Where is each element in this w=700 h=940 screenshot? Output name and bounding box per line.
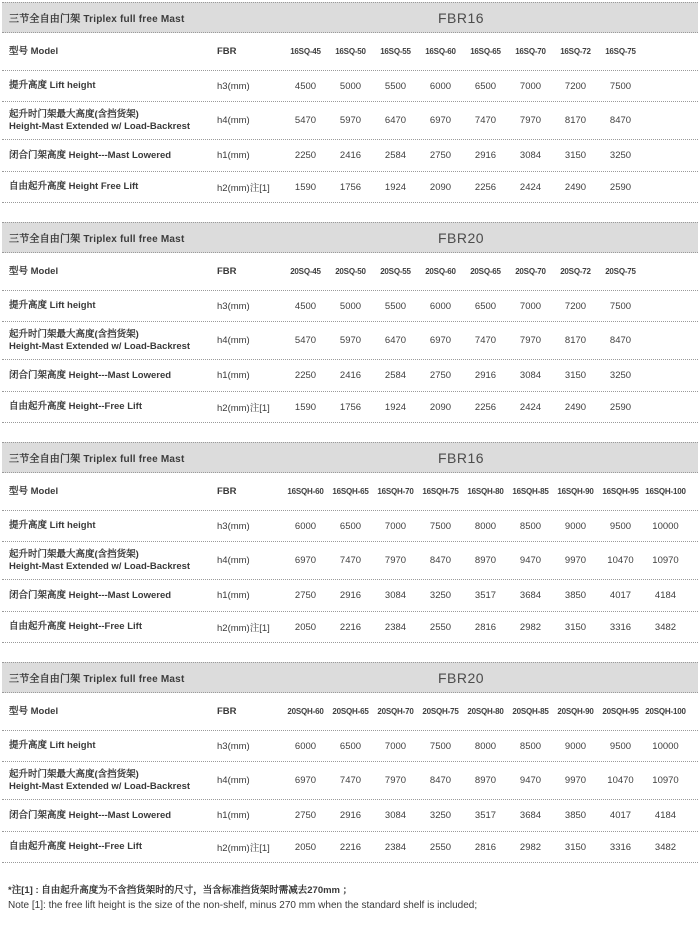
value-cell: 7200 (564, 80, 587, 92)
spec-row-h4 (2, 102, 698, 140)
model-name: 16SQH-90 (557, 487, 594, 496)
value-cell: 2916 (474, 150, 497, 161)
model-name: 20SQH-80 (467, 707, 504, 716)
value-cell: 2816 (474, 621, 497, 633)
model-name: 20SQH-65 (332, 707, 369, 716)
value-cell: 2750 (294, 590, 317, 601)
spec-row-h4 (2, 542, 698, 580)
value-cell: 7500 (609, 300, 632, 312)
value-cell: 10970 (652, 775, 679, 786)
value-cell: 3250 (609, 370, 632, 381)
model-name: 16SQ-55 (380, 47, 411, 56)
value-cell: 2250 (294, 370, 317, 381)
row-spec: FBR (217, 266, 237, 277)
value-cell: 1924 (384, 401, 407, 413)
row-label-line1: 提升高度 Lift height (9, 520, 96, 532)
row-label (2, 740, 217, 752)
row-label-line1: 自由起升高度 Height Free Lift (9, 181, 139, 193)
value-cell: 2816 (474, 841, 497, 853)
model-name: 16SQ-75 (605, 47, 636, 56)
value-cell: 6500 (474, 80, 497, 92)
model-name: 20SQ-55 (380, 267, 411, 276)
model-name: 20SQ-75 (605, 267, 636, 276)
model-name: 20SQ-50 (335, 267, 366, 276)
value-cell: 2216 (339, 841, 362, 853)
row-label-line1: 自由起升高度 Height--Free Lift (9, 621, 142, 633)
value-cell: 5970 (339, 335, 362, 346)
value-cell: 4017 (609, 810, 632, 821)
row-spec: h1(mm) (217, 150, 250, 161)
model-name: 16SQ-65 (470, 47, 501, 56)
spec-row-h4 (2, 322, 698, 360)
value-cell: 8970 (474, 555, 497, 566)
value-cell: 8000 (474, 740, 497, 752)
value-cell: 4500 (294, 80, 317, 92)
model-name: 16SQH-85 (512, 487, 549, 496)
value-cell: 2584 (384, 370, 407, 381)
value-cell: 2384 (384, 621, 407, 633)
row-label-line1: 提升高度 Lift height (9, 300, 96, 312)
value-cell: 3150 (564, 621, 587, 633)
value-cell: 7470 (474, 335, 497, 346)
model-row (2, 253, 698, 291)
value-cell: 3482 (654, 621, 677, 633)
value-cell: 7970 (384, 775, 407, 786)
value-cell: 10970 (652, 555, 679, 566)
spec-tables-container (2, 2, 698, 863)
value-cell: 7470 (474, 115, 497, 126)
row-label-line1: 提升高度 Lift height (9, 80, 96, 92)
footnote-line-cn: *注[1] : 自由起升高度为不含挡货架时的尺寸，当含标准挡货架时需减去270mm ； (8, 885, 353, 896)
table-header-band (2, 222, 698, 253)
model-row (2, 473, 698, 511)
table-header-band (2, 662, 698, 693)
model-row (2, 693, 698, 731)
spec-row-h1 (2, 140, 698, 172)
row-label (2, 370, 217, 382)
value-cell: 2916 (339, 590, 362, 601)
row-spec: h1(mm) (217, 590, 250, 601)
table-series-label: FBR20 (438, 229, 485, 246)
row-spec: h2(mm)注[1] (217, 183, 270, 194)
row-label (2, 150, 217, 162)
row-spec: h2(mm)注[1] (217, 623, 270, 634)
value-cell: 3084 (519, 150, 542, 161)
value-cell: 6500 (339, 520, 362, 532)
value-cell: 8470 (609, 115, 632, 126)
value-cell: 8170 (564, 115, 587, 126)
spec-row-h2 (2, 172, 698, 203)
value-cell: 7970 (519, 115, 542, 126)
value-cell: 2050 (294, 841, 317, 853)
row-label-line1: 起升时门架最大高度(含挡货架) (9, 548, 139, 560)
spec-row-h2 (2, 612, 698, 643)
row-spec: h1(mm) (217, 370, 250, 381)
model-name: 16SQH-60 (287, 487, 324, 496)
model-name: 20SQ-65 (470, 267, 501, 276)
footnote (2, 882, 698, 911)
row-label-line1: 起升时门架最大高度(含挡货架) (9, 768, 139, 780)
value-cell: 3316 (609, 621, 632, 633)
value-cell: 8470 (429, 775, 452, 786)
value-cell: 2050 (294, 621, 317, 633)
row-label-line1: 闭合门架高度 Height---Mast Lowered (9, 149, 172, 161)
row-label (2, 300, 217, 312)
value-cell: 5970 (339, 115, 362, 126)
row-spec: h3(mm) (217, 520, 250, 532)
row-spec: h4(mm) (217, 555, 250, 566)
value-cell: 3150 (564, 150, 587, 161)
value-cell: 6970 (429, 335, 452, 346)
value-cell: 3084 (384, 590, 407, 601)
model-name: 16SQ-60 (425, 47, 456, 56)
value-cell: 2416 (339, 150, 362, 161)
spec-row-h1 (2, 360, 698, 392)
value-cell: 5500 (384, 300, 407, 312)
value-cell: 7000 (519, 80, 542, 92)
spec-row-h1 (2, 800, 698, 832)
value-cell: 4017 (609, 590, 632, 601)
table-series-label: FBR16 (438, 9, 485, 26)
value-cell: 7500 (429, 740, 452, 752)
row-label-line1: 起升时门架最大高度(含挡货架) (9, 328, 139, 340)
row-label (2, 520, 217, 532)
spec-row-h4 (2, 762, 698, 800)
row-label (2, 80, 217, 92)
table-title: 三节全自由门架 Triplex full free Mast (9, 674, 185, 685)
value-cell: 3517 (474, 810, 497, 821)
value-cell: 2916 (474, 370, 497, 381)
value-cell: 4184 (654, 810, 677, 821)
model-name: 20SQ-72 (560, 267, 591, 276)
value-cell: 10000 (652, 520, 679, 532)
value-cell: 7470 (339, 775, 362, 786)
value-cell: 2490 (564, 181, 587, 193)
value-cell: 4184 (654, 590, 677, 601)
value-cell: 6970 (429, 115, 452, 126)
row-label (2, 769, 217, 793)
model-name: 20SQ-70 (515, 267, 546, 276)
value-cell: 5500 (384, 80, 407, 92)
value-cell: 2490 (564, 401, 587, 413)
spec-row-h3 (2, 291, 698, 322)
row-label (2, 181, 217, 193)
value-cell: 5470 (294, 115, 317, 126)
value-cell: 10000 (652, 740, 679, 752)
row-label-line1: 闭合门架高度 Height---Mast Lowered (9, 809, 172, 821)
value-cell: 2416 (339, 370, 362, 381)
footnote-line-en: Note [1]: the free lift height is the size of the non-shelf, minus 270 mm when the standard shelf is included; (8, 900, 478, 911)
value-cell: 3316 (609, 841, 632, 853)
model-name: 16SQ-70 (515, 47, 546, 56)
model-name: 20SQH-95 (602, 707, 639, 716)
value-cell: 6500 (474, 300, 497, 312)
value-cell: 2750 (429, 150, 452, 161)
model-name: 16SQ-50 (335, 47, 366, 56)
value-cell: 2982 (519, 841, 542, 853)
row-spec: h2(mm)注[1] (217, 403, 270, 414)
row-spec: h3(mm) (217, 740, 250, 752)
row-label: 型号 Model (9, 485, 59, 497)
value-cell: 3850 (564, 590, 587, 601)
value-cell: 1924 (384, 181, 407, 193)
value-cell: 1590 (294, 181, 317, 193)
value-cell: 2750 (294, 810, 317, 821)
value-cell: 9970 (564, 555, 587, 566)
value-cell: 2424 (519, 401, 542, 413)
value-cell: 9500 (609, 520, 632, 532)
row-label (2, 810, 217, 822)
row-label-line2: Height-Mast Extended w/ Load-Backrest (9, 340, 191, 352)
row-spec: FBR (217, 46, 237, 57)
value-cell: 2216 (339, 621, 362, 633)
row-label-line1: 闭合门架高度 Height---Mast Lowered (9, 369, 172, 381)
value-cell: 1756 (339, 181, 362, 193)
spec-table-fbr20-1 (2, 222, 698, 423)
value-cell: 7970 (384, 555, 407, 566)
spec-table-fbr16-0 (2, 2, 698, 203)
value-cell: 8970 (474, 775, 497, 786)
value-cell: 2550 (429, 621, 452, 633)
value-cell: 2982 (519, 621, 542, 633)
row-spec: h4(mm) (217, 775, 250, 786)
value-cell: 8500 (519, 520, 542, 532)
model-name: 20SQH-75 (422, 707, 459, 716)
row-label-line1: 闭合门架高度 Height---Mast Lowered (9, 589, 172, 601)
value-cell: 7000 (519, 300, 542, 312)
value-cell: 9500 (609, 740, 632, 752)
value-cell: 2256 (474, 181, 497, 193)
row-label-line1: 自由起升高度 Height--Free Lift (9, 841, 142, 853)
spec-row-h2 (2, 392, 698, 423)
value-cell: 3084 (384, 810, 407, 821)
value-cell: 7200 (564, 300, 587, 312)
value-cell: 7000 (384, 740, 407, 752)
value-cell: 8000 (474, 520, 497, 532)
value-cell: 2916 (339, 810, 362, 821)
value-cell: 2256 (474, 401, 497, 413)
value-cell: 8470 (429, 555, 452, 566)
value-cell: 3684 (519, 810, 542, 821)
model-name: 16SQH-65 (332, 487, 369, 496)
value-cell: 3150 (564, 370, 587, 381)
row-spec: h2(mm)注[1] (217, 843, 270, 854)
value-cell: 3084 (519, 370, 542, 381)
model-name: 16SQH-70 (377, 487, 414, 496)
row-label (2, 401, 217, 413)
row-label-line2: Height-Mast Extended w/ Load-Backrest (9, 780, 191, 792)
value-cell: 8170 (564, 335, 587, 346)
table-header-band (2, 442, 698, 473)
value-cell: 7500 (429, 520, 452, 532)
value-cell: 3517 (474, 590, 497, 601)
row-label (2, 329, 217, 353)
row-spec: FBR (217, 486, 237, 497)
value-cell: 7470 (339, 555, 362, 566)
value-cell: 8500 (519, 740, 542, 752)
model-name: 20SQ-60 (425, 267, 456, 276)
value-cell: 4500 (294, 300, 317, 312)
model-name: 20SQH-85 (512, 707, 549, 716)
model-name: 20SQ-45 (290, 267, 321, 276)
value-cell: 7970 (519, 335, 542, 346)
row-spec: h1(mm) (217, 810, 250, 821)
value-cell: 6470 (384, 335, 407, 346)
row-spec: h3(mm) (217, 300, 250, 312)
table-title: 三节全自由门架 Triplex full free Mast (9, 234, 185, 245)
table-title: 三节全自由门架 Triplex full free Mast (9, 14, 185, 25)
value-cell: 7500 (609, 80, 632, 92)
model-name: 16SQH-100 (645, 487, 686, 496)
value-cell: 6470 (384, 115, 407, 126)
value-cell: 2090 (429, 401, 452, 413)
row-label (2, 109, 217, 133)
spec-row-h3 (2, 731, 698, 762)
row-label-line1: 提升高度 Lift height (9, 740, 96, 752)
model-name: 20SQH-60 (287, 707, 324, 716)
value-cell: 9470 (519, 775, 542, 786)
value-cell: 2250 (294, 150, 317, 161)
value-cell: 6500 (339, 740, 362, 752)
row-spec: h4(mm) (217, 115, 250, 126)
value-cell: 5000 (339, 80, 362, 92)
value-cell: 6000 (429, 80, 452, 92)
value-cell: 2424 (519, 181, 542, 193)
value-cell: 3250 (609, 150, 632, 161)
spec-row-h1 (2, 580, 698, 612)
value-cell: 3250 (429, 810, 452, 821)
value-cell: 2384 (384, 841, 407, 853)
value-cell: 2550 (429, 841, 452, 853)
row-spec: h3(mm) (217, 80, 250, 92)
value-cell: 2590 (609, 181, 632, 193)
value-cell: 9000 (564, 740, 587, 752)
value-cell: 2584 (384, 150, 407, 161)
row-label-line2: Height-Mast Extended w/ Load-Backrest (9, 120, 191, 132)
row-label-line1: 自由起升高度 Height--Free Lift (9, 401, 142, 413)
value-cell: 6000 (429, 300, 452, 312)
value-cell: 5470 (294, 335, 317, 346)
row-label: 型号 Model (9, 705, 59, 717)
spec-row-h3 (2, 71, 698, 102)
row-label-line1: 起升时门架最大高度(含挡货架) (9, 108, 139, 120)
row-label: 型号 Model (9, 265, 59, 277)
model-row (2, 33, 698, 71)
table-series-label: FBR20 (438, 669, 485, 686)
value-cell: 8470 (609, 335, 632, 346)
table-header-band (2, 2, 698, 33)
row-label (2, 621, 217, 633)
value-cell: 10470 (607, 775, 634, 786)
value-cell: 1590 (294, 401, 317, 413)
value-cell: 2090 (429, 181, 452, 193)
spec-row-h3 (2, 511, 698, 542)
value-cell: 3482 (654, 841, 677, 853)
value-cell: 9000 (564, 520, 587, 532)
value-cell: 9970 (564, 775, 587, 786)
row-label: 型号 Model (9, 45, 59, 57)
value-cell: 9470 (519, 555, 542, 566)
value-cell: 6000 (294, 740, 317, 752)
model-name: 16SQ-72 (560, 47, 591, 56)
model-name: 20SQH-70 (377, 707, 414, 716)
model-name: 16SQH-95 (602, 487, 639, 496)
value-cell: 6970 (294, 555, 317, 566)
value-cell: 3250 (429, 590, 452, 601)
table-title: 三节全自由门架 Triplex full free Mast (9, 454, 185, 465)
spec-table-fbr20-3 (2, 662, 698, 863)
value-cell: 7000 (384, 520, 407, 532)
model-name: 20SQH-90 (557, 707, 594, 716)
value-cell: 3850 (564, 810, 587, 821)
row-spec: h4(mm) (217, 335, 250, 346)
value-cell: 5000 (339, 300, 362, 312)
value-cell: 6970 (294, 775, 317, 786)
row-spec: FBR (217, 706, 237, 717)
model-name: 16SQH-75 (422, 487, 459, 496)
table-series-label: FBR16 (438, 449, 485, 466)
model-name: 16SQ-45 (290, 47, 321, 56)
value-cell: 3150 (564, 841, 587, 853)
value-cell: 2590 (609, 401, 632, 413)
value-cell: 2750 (429, 370, 452, 381)
value-cell: 3684 (519, 590, 542, 601)
row-label (2, 590, 217, 602)
row-label-line2: Height-Mast Extended w/ Load-Backrest (9, 560, 191, 572)
row-label (2, 841, 217, 853)
value-cell: 1756 (339, 401, 362, 413)
spec-table-fbr16-2 (2, 442, 698, 643)
value-cell: 6000 (294, 520, 317, 532)
row-label (2, 549, 217, 573)
value-cell: 10470 (607, 555, 634, 566)
model-name: 16SQH-80 (467, 487, 504, 496)
spec-row-h2 (2, 832, 698, 863)
model-name: 20SQH-100 (645, 707, 686, 716)
